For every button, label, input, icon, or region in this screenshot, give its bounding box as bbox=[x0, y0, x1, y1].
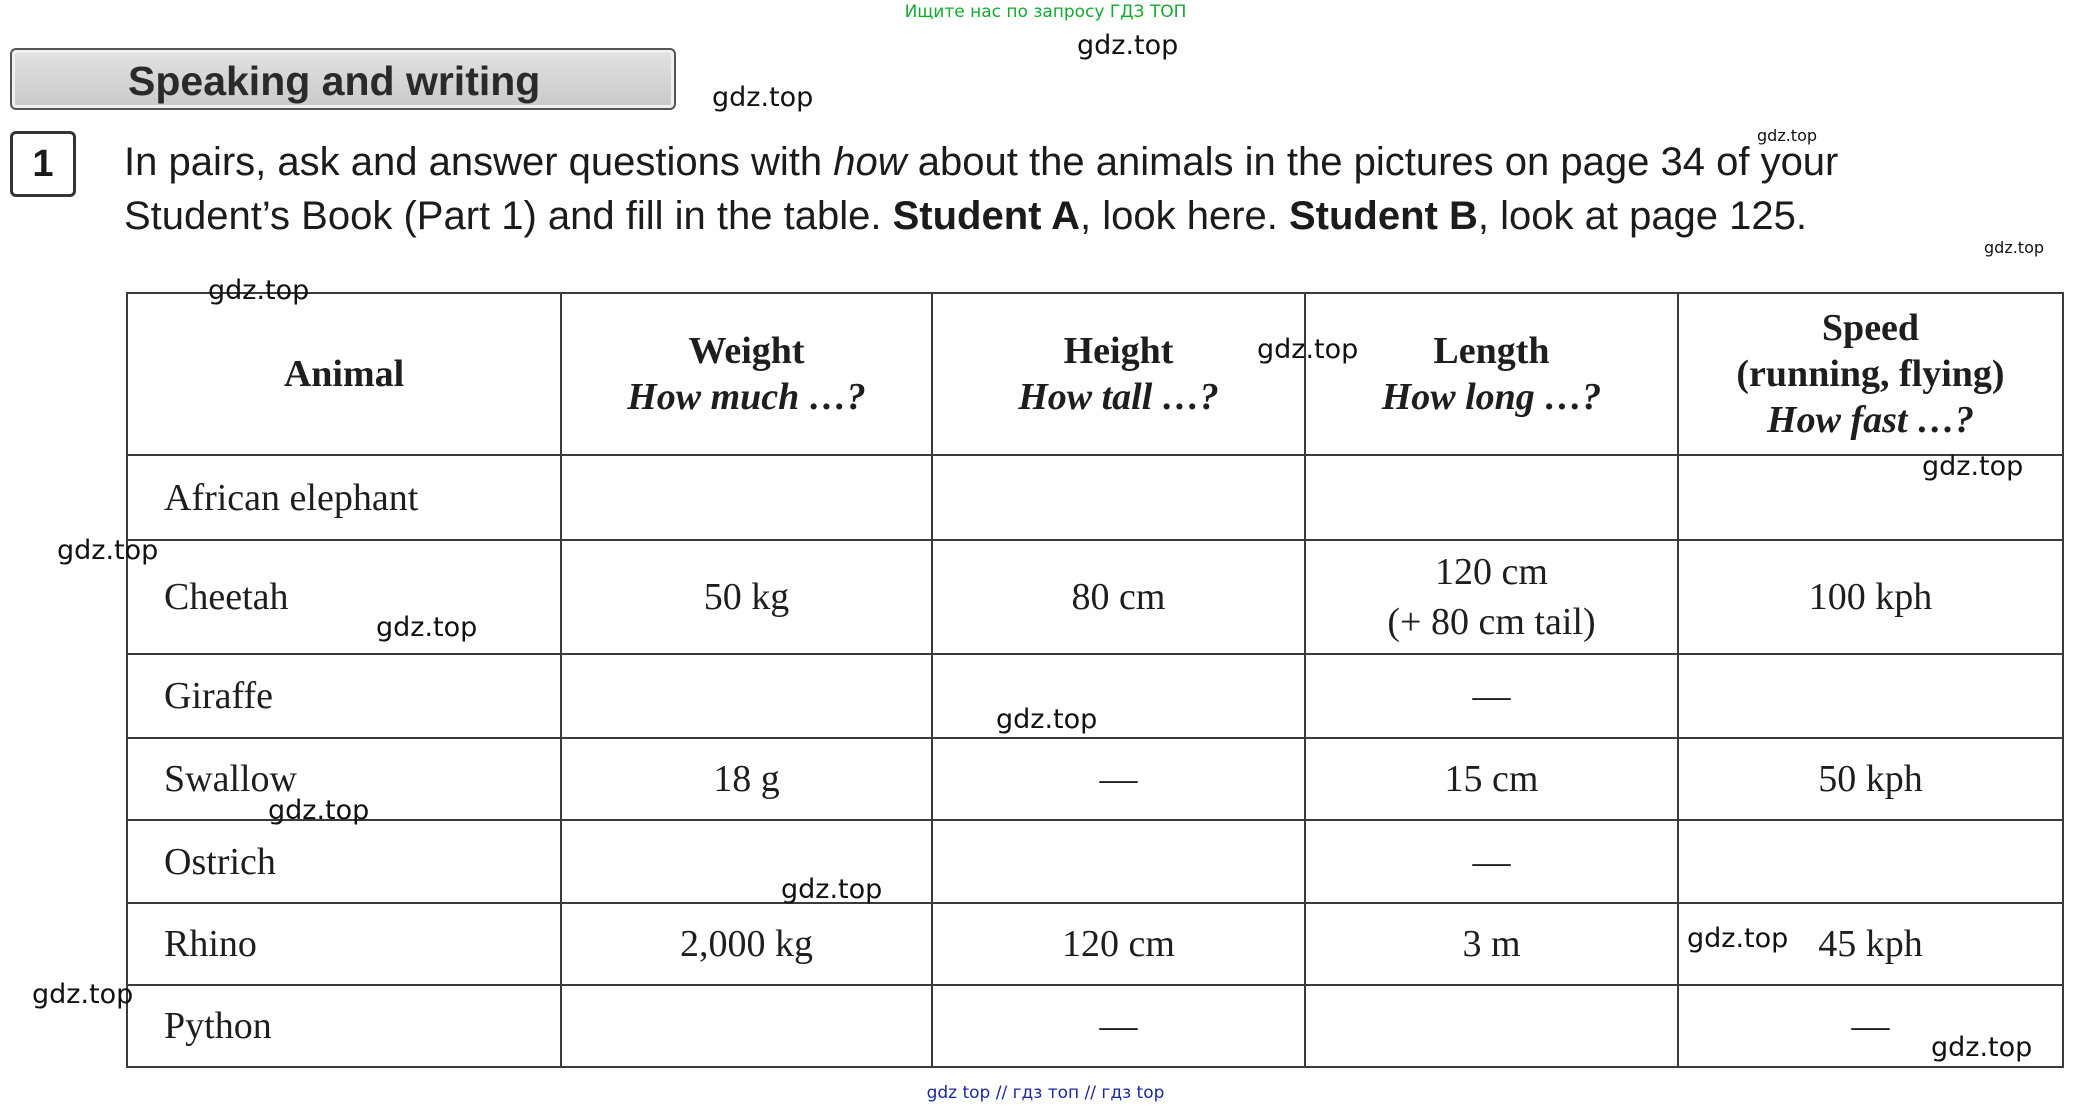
instruction-text: In pairs, ask and answer questions with bbox=[124, 140, 834, 184]
cell-weight bbox=[561, 654, 932, 738]
watermark: gdz.top bbox=[1077, 30, 1179, 61]
cell-speed bbox=[1678, 820, 2063, 903]
section-header bbox=[10, 48, 676, 110]
cell-speed: 100 kph bbox=[1678, 540, 2063, 654]
header-height: Height How tall …? bbox=[932, 293, 1305, 455]
watermark: gdz.top bbox=[1257, 334, 1359, 365]
cell-animal: Rhino bbox=[127, 903, 561, 985]
table-row bbox=[127, 985, 2063, 1067]
cell-speed: — bbox=[1678, 985, 2063, 1067]
watermark: gdz.top bbox=[712, 82, 814, 113]
cell-length bbox=[1305, 455, 1678, 540]
instruction-text: about the animals in the pictures on page 34 of your bbox=[906, 140, 1839, 184]
header-length: Length How long …? bbox=[1305, 293, 1678, 455]
cell-length: 15 cm bbox=[1305, 738, 1678, 820]
cell-speed bbox=[1678, 654, 2063, 738]
watermark: gdz.top bbox=[208, 275, 310, 306]
cell-weight: 50 kg bbox=[561, 540, 932, 654]
watermark: gdz.top bbox=[781, 874, 883, 905]
instruction-text: , look here. bbox=[1079, 194, 1289, 238]
cell-animal: African elephant bbox=[127, 455, 561, 540]
table-row bbox=[127, 820, 2063, 903]
top-banner[interactable]: Ищите нас по запросу ГДЗ ТОП bbox=[904, 2, 1187, 22]
watermark: gdz.top bbox=[1687, 923, 1789, 954]
instruction-line-2 bbox=[124, 194, 1807, 239]
table-row bbox=[127, 738, 2063, 820]
instruction-text: Student’s Book (Part 1) and fill in the table. bbox=[124, 194, 893, 238]
cell-height: 80 cm bbox=[932, 540, 1305, 654]
cell-height: — bbox=[932, 738, 1305, 820]
cell-length: — bbox=[1305, 820, 1678, 903]
watermark: gdz.top bbox=[1984, 238, 2045, 257]
student-b-label: Student B bbox=[1289, 194, 1478, 238]
cell-animal: Ostrich bbox=[127, 820, 561, 903]
cell-height bbox=[932, 455, 1305, 540]
cell-weight bbox=[561, 455, 932, 540]
cell-animal: Giraffe bbox=[127, 654, 561, 738]
cell-weight: 2,000 kg bbox=[561, 903, 932, 985]
footer-links[interactable]: gdz top // гдз топ // гдз top bbox=[926, 1083, 1165, 1103]
student-a-label: Student A bbox=[892, 194, 1080, 238]
header-weight: Weight How much …? bbox=[561, 293, 932, 455]
watermark: gdz.top bbox=[32, 979, 134, 1010]
header-speed: Speed (running, flying) How fast …? bbox=[1678, 293, 2063, 455]
header-question: How long …? bbox=[1381, 376, 1602, 418]
instruction-text: , look at page 125. bbox=[1477, 194, 1808, 238]
watermark: gdz.top bbox=[57, 535, 159, 566]
cell-height: 120 cm bbox=[932, 903, 1305, 985]
instruction-emphasis: how bbox=[833, 140, 907, 184]
watermark: gdz.top bbox=[1931, 1032, 2033, 1063]
cell-height: — bbox=[932, 985, 1305, 1067]
cell-length: — bbox=[1305, 654, 1678, 738]
cell-length: 3 m bbox=[1305, 903, 1678, 985]
cell-length bbox=[1305, 985, 1678, 1067]
header-question: How fast …? bbox=[1767, 399, 1974, 441]
cell-length: 120 cm (+ 80 cm tail) bbox=[1305, 540, 1678, 654]
header-question: How tall …? bbox=[1018, 376, 1219, 418]
cell-height bbox=[932, 820, 1305, 903]
watermark: gdz.top bbox=[376, 612, 478, 643]
watermark: gdz.top bbox=[1757, 126, 1818, 145]
header-animal: Animal bbox=[127, 293, 561, 455]
cell-speed: 45 kph bbox=[1678, 903, 2063, 985]
cell-animal: Python bbox=[127, 985, 561, 1067]
cell-speed: 50 kph bbox=[1678, 738, 2063, 820]
cell-animal: Swallow bbox=[127, 738, 561, 820]
exercise-number: 1 bbox=[10, 131, 76, 197]
watermark: gdz.top bbox=[1922, 451, 2024, 482]
watermark: gdz.top bbox=[996, 704, 1098, 735]
instruction-line-1 bbox=[124, 140, 1838, 185]
cell-weight bbox=[561, 985, 932, 1067]
table-header-row bbox=[127, 293, 2063, 455]
cell-height bbox=[932, 654, 1305, 738]
table-row bbox=[127, 455, 2063, 540]
cell-animal: Cheetah bbox=[127, 540, 561, 654]
section-title: Speaking and writing bbox=[128, 58, 541, 104]
cell-weight: 18 g bbox=[561, 738, 932, 820]
watermark: gdz.top bbox=[268, 795, 370, 826]
header-question: How much …? bbox=[627, 376, 866, 418]
